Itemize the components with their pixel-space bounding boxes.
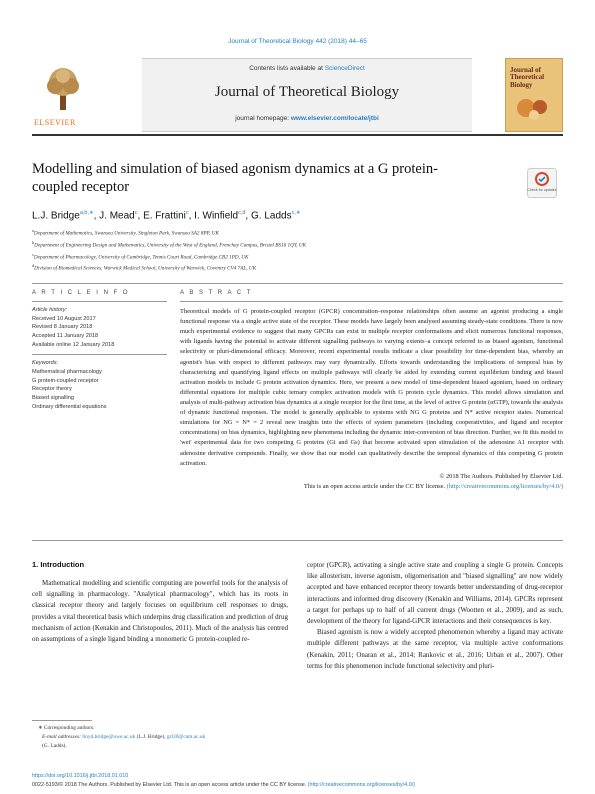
keywords: [32, 359, 167, 411]
affiliation-marker: b: [32, 239, 35, 245]
sciencedirect-link[interactable]: ScienceDirect: [324, 65, 365, 72]
footnotes: [32, 724, 288, 752]
affiliation-marker: c: [32, 251, 34, 257]
body-paragraph: Mathematical modelling and scientific computing are powerful tools for the analysis of cell signalling in pharmacology. "Analytical pharmacology", which has its roots in classical receptor theory and largely focuses on equilibrium cell responses to drugs, provides a vital theoretical basis which underpins drug classification and prediction of drug mechanism of action (Kenakin and Christopoulos, 2011). Much of the analysis has centred on assumptions of a single ligand binding a monomeric G protein-coupled re-: [32, 579, 288, 643]
affiliation-item: [32, 239, 563, 251]
affiliation-marker: d: [32, 263, 35, 269]
body-column-right: [307, 560, 563, 672]
keyword-item: Ordinary differential equations: [32, 403, 107, 410]
cover-art-icon: [514, 93, 554, 123]
keywords-label: Keywords:: [32, 360, 59, 367]
cover-title: Journal of Theoretical Biology: [510, 66, 545, 89]
issn-license-link[interactable]: (http://creativecommons.org/licenses/by/4.0/): [307, 781, 416, 788]
license-line: This is an open access article under the CC BY license. (http://creativecommons.org/licenses/by/4.0/): [303, 483, 563, 490]
author-name: E. Frattini: [143, 210, 186, 222]
history-item: Accepted 11 January 2018: [32, 332, 99, 339]
keyword-item: G protein-coupled receptor: [32, 377, 99, 384]
affiliation-item: [32, 227, 563, 239]
author-affiliation-marker[interactable]: c: [134, 210, 138, 216]
keyword-item: Biased signalling: [32, 394, 74, 401]
affiliation-marker: a: [32, 228, 34, 233]
elsevier-logo[interactable]: [32, 58, 92, 130]
abstract-heading: A B S T R A C T: [180, 290, 253, 296]
info-rule-top: [32, 283, 563, 284]
elsevier-tree-icon: [42, 64, 84, 112]
keywords-rule: [32, 354, 167, 355]
masthead-rule: [32, 134, 563, 136]
body-column-left: [32, 578, 288, 645]
history-item: Revised 8 January 2018: [32, 324, 93, 331]
author-name: L.J. Bridge: [32, 210, 80, 222]
article-title: Modelling and simulation of biased agonism dynamics at a G protein-coupled receptor: [32, 161, 438, 196]
check-for-updates-label: Check for updates: [527, 188, 557, 192]
issn-line: 0022-5193/© 2018 The Authors. Published by Elsevier Ltd. This is an open access article under the CC BY license. (http://creativecommons.org/licenses/by/4.0/): [32, 781, 416, 788]
body-paragraph: Biased agonism is now a widely accepted phenomenon whereby a ligand may activate multiple different pathways at the same receptor, via multiple active conformations (Kenakin, 2011; Onaran et al., 2014; Rankovic et al., 2016; Urban et al., 2007). Other terms for this phenomenon include functional selectivity and pluri-: [307, 628, 563, 670]
author-name: J. Mead: [99, 210, 135, 222]
abstract-text: Theoretical models of G protein-coupled receptor (GPCR) concentration–response relationships often assume an agonist producing a single functional response via a single active state of the receptor. These models have largely been analysed assuming steady-state conditions. There is now much experimental evidence to suggest that many GPCRs can exist in multiple receptor conformations and elicit numerous functional responses, with ligands having the potential to activate different signalling pathways to varying extents–a concept referred to as biased agonism, functional selectivity or pluri-dimensional efficacy. Moreover, recent experimental results indicate a clear possibility for time-dependent bias, whereby an agonist's bias with respect to different pathways may vary dynamically. Efforts towards understanding the implications of temporal bias by characterising and quantifying ligand effects on multiple pathways will clearly be aided by extending current equilibrium binding and biased activation models to include G protein activation dynamics. Here, we present a new model of time-dependent biased agonism, based on ordinary differential equations for multiple cubic ternary complex activation models with G protein cycle dynamics. This model allows simulation and analysis of multi-pathway activation bias dynamics at a single receptor for the first time, at the level of active G protein (αGTP), towards the analysis of dynamic functional responses. The model is generally applicable to systems with NG G proteins and N* active receptor states. Numerical simulations for NG = N* = 2 reveal new insights into the effects of system parameters (including cooperativities, and ligand and receptor concentrations) on bias dynamics, highlighting new phenomena including the dynamic inter-conversion of bias direction. Further, we fit this model to 'wet' experimental data for two competing G proteins (Gi and Gs) that become activated upon stimulation of the adenosine A1 receptor with adenosine derivative compounds. Finally, we show that our model can qualitatively describe the temporal dynamics of this competing G protein activation.: [180, 308, 563, 467]
affiliation-item: [32, 251, 563, 263]
author-affiliation-marker[interactable]: c: [185, 210, 189, 216]
email-owner-ladds: (G. Ladds).: [42, 743, 67, 750]
copyright-line: © 2018 The Authors. Published by Elsevier Ltd.: [439, 472, 563, 480]
homepage-link[interactable]: www.elsevier.com/locate/jtbi: [290, 115, 379, 122]
affiliation-text: Department of Pharmacology, University of Cambridge, Tennis Court Road, Cambridge CB2 1PD, UK: [33, 254, 249, 261]
author-affiliation-marker[interactable]: c,d: [238, 210, 246, 216]
article-info-rule: [32, 301, 167, 302]
history-label: Article history:: [32, 307, 68, 313]
history-item: Available online 12 January 2018: [32, 341, 115, 348]
history-item: Received 10 August 2017: [32, 315, 96, 322]
author-separator: ,: [188, 210, 195, 222]
author-separator: ,: [245, 210, 251, 222]
footnote-rule: [32, 720, 92, 721]
page-bottom: [32, 772, 563, 789]
author-separator: ,: [137, 210, 144, 222]
abstract: [180, 290, 563, 492]
body-paragraph: ceptor (GPCR), activating a single active state and coupling a single G protein. Concepts like allosterism, inverse agonism, oligomerisation and "biased signalling" are now widely accepted and have enhanced receptor theory towards better understanding of drug-receptor interactions and informed drug discovery (Kenakin and Williams, 2014). GPCRs represent a target for perhaps up to half of all current drugs (Wootten et al., 2009), and as such, development of the theory for ligand-GPCR interactions and their consequences is key.: [307, 561, 563, 625]
elsevier-wordmark: ELSEVIER: [34, 118, 76, 127]
article-info: [32, 290, 167, 411]
affiliation-text: Department of Mathematics, Swansea University, Singleton Park, Swansea SA2 8PP, UK: [33, 230, 219, 237]
author-affiliation-marker[interactable]: c,∗: [291, 210, 301, 216]
check-for-updates-icon[interactable]: [527, 168, 557, 198]
abstract-rule: [180, 301, 563, 302]
author-separator: ,: [93, 210, 100, 222]
keyword-item: Mathematical pharmacology: [32, 368, 102, 375]
doi-link[interactable]: https://doi.org/10.1016/j.jtbi.2018.01.010: [32, 773, 129, 779]
corresponding-note: ∗ Corresponding authors.: [38, 725, 95, 731]
article-info-heading: A R T I C L E I N F O: [32, 290, 130, 296]
abstract-rule-bottom: [32, 540, 563, 541]
author-name: I. Winfield: [194, 210, 239, 222]
author-list: [32, 210, 563, 221]
section-heading-introduction: 1. Introduction: [32, 560, 85, 569]
affiliation-text: Department of Engineering Design and Mathematics, University of the West of England, Frenchay Campus, Bristol BS16 1QY, UK: [34, 242, 307, 249]
journal-citation[interactable]: Journal of Theoretical Biology 442 (2018) 44–65: [228, 38, 367, 45]
email-link-ladds[interactable]: grl30@cam.ac.uk: [167, 734, 206, 741]
journal-name: Journal of Theoretical Biology: [214, 84, 400, 100]
email-line: E-mail addresses: lloyd.bridge@uwe.ac.uk (L.J. Bridge), grl30@cam.ac.uk: [42, 734, 206, 741]
keyword-item: Receptor theory: [32, 386, 72, 393]
masthead: [32, 58, 563, 130]
author-name: G. Ladds: [250, 210, 292, 222]
author-affiliation-marker[interactable]: a,b,∗: [79, 210, 94, 216]
homepage-line: journal homepage: www.elsevier.com/locate/jtbi: [235, 115, 379, 122]
license-link[interactable]: (http://creativecommons.org/licenses/by/4.0/): [446, 483, 563, 490]
masthead-banner: [142, 58, 472, 132]
affiliation-item: [32, 262, 563, 274]
affiliation-text: Division of Biomedical Sciences, Warwick Medical School, University of Warwick, Coventry CV4 7AL, UK: [34, 266, 257, 273]
journal-cover[interactable]: [505, 58, 563, 132]
contents-line: Contents lists available at ScienceDirect: [249, 65, 365, 72]
email-link-bridge[interactable]: lloyd.bridge@uwe.ac.uk: [82, 734, 136, 741]
affiliations: [32, 227, 563, 274]
article-history: [32, 306, 167, 349]
